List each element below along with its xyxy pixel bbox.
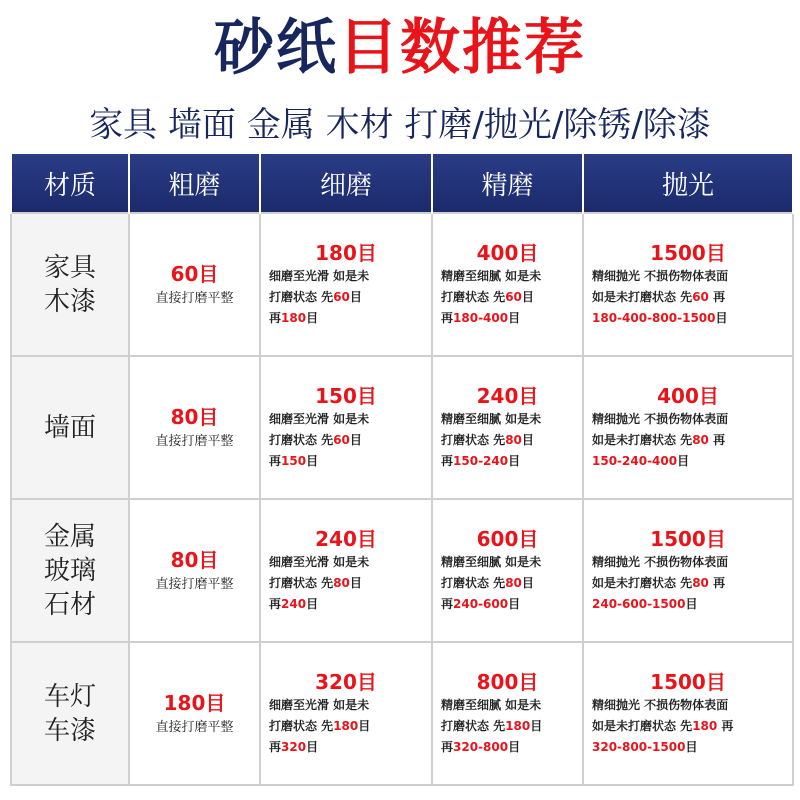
description-text: 目 xyxy=(508,311,521,325)
description-text: 目 xyxy=(677,454,690,468)
grit-description xyxy=(592,409,784,472)
description-text: 再 xyxy=(269,597,282,611)
grit-highlight: 80 xyxy=(505,576,522,590)
grit-highlight: 60 xyxy=(333,433,350,447)
description-text: 目 xyxy=(508,740,521,754)
grit-value: 240目 xyxy=(476,384,539,408)
description-text: 目 xyxy=(530,719,543,733)
material-cell xyxy=(11,642,129,785)
description-text: 如是未打磨状态 先 xyxy=(592,433,693,447)
header-precise: 精磨 xyxy=(432,154,583,213)
description-line: 精磨至细腻 如是未 xyxy=(441,269,542,283)
material-label: 墙面 xyxy=(43,412,96,443)
description-text: 再 xyxy=(708,576,726,590)
page-title xyxy=(0,8,800,88)
grit-value: 80目 xyxy=(170,404,219,429)
description-text: 如是未打磨状态 先 xyxy=(592,576,693,590)
page-subtitle: 家具 墙面 金属 木材 打磨/抛光/除锈/除漆 xyxy=(89,105,711,145)
material-label: 车灯 xyxy=(43,681,96,712)
description-text: 再 xyxy=(708,433,726,447)
description-text: 再 xyxy=(441,740,454,754)
description-text: 目 xyxy=(521,433,534,447)
grit-value: 180目 xyxy=(315,241,377,265)
description-text: 再 xyxy=(441,454,454,468)
description-text: 再 xyxy=(441,311,454,325)
grit-highlight: 180 xyxy=(281,311,307,325)
description-text: 打磨状态 先 xyxy=(269,290,334,304)
rough-note: 直接打磨平整 xyxy=(155,433,234,449)
description-text: 目 xyxy=(715,311,728,325)
description-text: 目 xyxy=(508,454,521,468)
grit-highlight: 180-400-800-1500 xyxy=(592,311,716,325)
rough-cell xyxy=(129,499,260,642)
description-line: 精细抛光 不损伤物体表面 xyxy=(592,555,729,569)
description-line: 细磨至光滑 如是未 xyxy=(269,412,370,426)
description-text: 目 xyxy=(521,576,534,590)
grit-highlight: 80 xyxy=(692,576,709,590)
polish-cell xyxy=(583,642,793,785)
grit-value: 400目 xyxy=(476,241,539,265)
grit-description xyxy=(592,695,784,758)
grit-highlight: 60 xyxy=(692,290,709,304)
precise-cell xyxy=(432,499,583,642)
description-text: 再 xyxy=(269,311,282,325)
grit-description xyxy=(269,266,423,329)
description-text: 目 xyxy=(349,290,362,304)
fine-cell xyxy=(260,642,432,785)
grit-highlight: 320 xyxy=(281,740,307,754)
description-text: 打磨状态 先 xyxy=(441,433,506,447)
rough-note: 直接打磨平整 xyxy=(155,290,234,306)
grit-highlight: 320-800-1500 xyxy=(592,740,686,754)
description-text: 打磨状态 先 xyxy=(269,576,334,590)
material-label: 石材 xyxy=(43,589,96,620)
rough-note: 直接打磨平整 xyxy=(155,576,234,592)
table-row xyxy=(11,356,793,499)
description-line: 精细抛光 不损伤物体表面 xyxy=(592,412,729,426)
material-cell xyxy=(11,499,129,642)
material-cell xyxy=(11,356,129,499)
grit-value: 180目 xyxy=(163,690,226,715)
grit-highlight: 80 xyxy=(692,433,709,447)
description-line: 精磨至细腻 如是未 xyxy=(441,698,542,712)
grit-highlight: 240-600 xyxy=(453,597,509,611)
description-text: 打磨状态 先 xyxy=(269,719,334,733)
grit-highlight: 180 xyxy=(692,719,718,733)
description-text: 目 xyxy=(306,311,319,325)
description-text: 打磨状态 先 xyxy=(441,719,506,733)
table-body xyxy=(11,213,793,785)
header-fine: 细磨 xyxy=(260,154,432,213)
fine-cell xyxy=(260,499,432,642)
rough-note: 直接打磨平整 xyxy=(155,719,234,735)
grit-description xyxy=(441,695,574,758)
grit-highlight: 180 xyxy=(505,719,531,733)
rough-cell xyxy=(129,642,260,785)
polish-cell xyxy=(583,499,793,642)
description-text: 再 xyxy=(269,740,282,754)
grit-highlight: 150-240-400 xyxy=(592,454,678,468)
grit-highlight: 180-400 xyxy=(453,311,509,325)
grit-description xyxy=(441,266,574,329)
grit-description xyxy=(269,695,423,758)
grit-highlight: 150 xyxy=(281,454,307,468)
grit-description xyxy=(269,409,423,472)
precise-cell xyxy=(432,356,583,499)
description-text: 目 xyxy=(349,433,362,447)
grit-recommendation-table xyxy=(10,154,794,786)
table-row xyxy=(11,642,793,785)
description-text: 打磨状态 先 xyxy=(269,433,334,447)
title-part-red: 目数推荐 xyxy=(338,13,586,83)
precise-cell xyxy=(432,642,583,785)
grit-value: 400目 xyxy=(657,384,719,408)
grit-value: 1500目 xyxy=(650,241,726,265)
fine-cell xyxy=(260,213,432,356)
rough-cell xyxy=(129,356,260,499)
grit-value: 800目 xyxy=(476,670,539,694)
polish-cell xyxy=(583,213,793,356)
grit-value: 60目 xyxy=(170,261,219,286)
grit-table-container xyxy=(10,154,792,784)
table-row xyxy=(11,213,793,356)
grit-value: 80目 xyxy=(170,547,219,572)
grit-value: 600目 xyxy=(476,527,539,551)
description-line: 精磨至细腻 如是未 xyxy=(441,412,542,426)
grit-description xyxy=(592,266,784,329)
header-material: 材质 xyxy=(11,154,129,213)
grit-value: 1500目 xyxy=(650,527,726,551)
fine-cell xyxy=(260,356,432,499)
grit-highlight: 320-800 xyxy=(453,740,509,754)
grit-highlight: 240-600-1500 xyxy=(592,597,686,611)
grit-value: 1500目 xyxy=(650,670,726,694)
description-text: 再 xyxy=(708,290,726,304)
description-text: 目 xyxy=(306,597,319,611)
grit-highlight: 60 xyxy=(333,290,350,304)
grit-description xyxy=(441,409,574,472)
grit-value: 150目 xyxy=(315,384,377,408)
material-label: 金属 xyxy=(43,521,96,552)
description-text: 目 xyxy=(349,576,362,590)
description-line: 精细抛光 不损伤物体表面 xyxy=(592,698,729,712)
grit-highlight: 180 xyxy=(333,719,359,733)
grit-highlight: 60 xyxy=(505,290,522,304)
grit-description xyxy=(441,552,574,615)
description-text: 打磨状态 先 xyxy=(441,576,506,590)
grit-description xyxy=(269,552,423,615)
header-rough: 粗磨 xyxy=(129,154,260,213)
description-text: 如是未打磨状态 先 xyxy=(592,290,693,304)
table-row xyxy=(11,499,793,642)
grit-highlight: 80 xyxy=(333,576,350,590)
precise-cell xyxy=(432,213,583,356)
material-label: 木漆 xyxy=(43,286,96,317)
description-text: 再 xyxy=(441,597,454,611)
description-line: 精细抛光 不损伤物体表面 xyxy=(592,269,729,283)
table-header-row xyxy=(11,154,793,213)
description-text: 目 xyxy=(508,597,521,611)
grit-highlight: 80 xyxy=(505,433,522,447)
title-part-navy: 砂纸 xyxy=(214,13,338,83)
grit-highlight: 150-240 xyxy=(453,454,509,468)
grit-value: 240目 xyxy=(315,527,377,551)
description-text: 目 xyxy=(685,597,698,611)
grit-description xyxy=(592,552,784,615)
description-text: 如是未打磨状态 先 xyxy=(592,719,693,733)
description-text: 目 xyxy=(521,290,534,304)
description-line: 细磨至光滑 如是未 xyxy=(269,698,370,712)
description-text: 打磨状态 先 xyxy=(441,290,506,304)
description-text: 目 xyxy=(306,740,319,754)
grit-value: 320目 xyxy=(315,670,377,694)
material-label: 玻璃 xyxy=(43,555,96,586)
grit-highlight: 240 xyxy=(281,597,307,611)
material-label: 车漆 xyxy=(43,715,96,746)
description-text: 再 xyxy=(717,719,734,733)
material-cell xyxy=(11,213,129,356)
description-text: 目 xyxy=(306,454,319,468)
polish-cell xyxy=(583,356,793,499)
description-text: 目 xyxy=(358,719,371,733)
description-line: 细磨至光滑 如是未 xyxy=(269,269,370,283)
material-label: 家具 xyxy=(43,252,96,283)
header-polish: 抛光 xyxy=(583,154,793,213)
description-line: 细磨至光滑 如是未 xyxy=(269,555,370,569)
description-text: 再 xyxy=(269,454,282,468)
description-text: 目 xyxy=(685,740,698,754)
rough-cell xyxy=(129,213,260,356)
description-line: 精磨至细腻 如是未 xyxy=(441,555,542,569)
